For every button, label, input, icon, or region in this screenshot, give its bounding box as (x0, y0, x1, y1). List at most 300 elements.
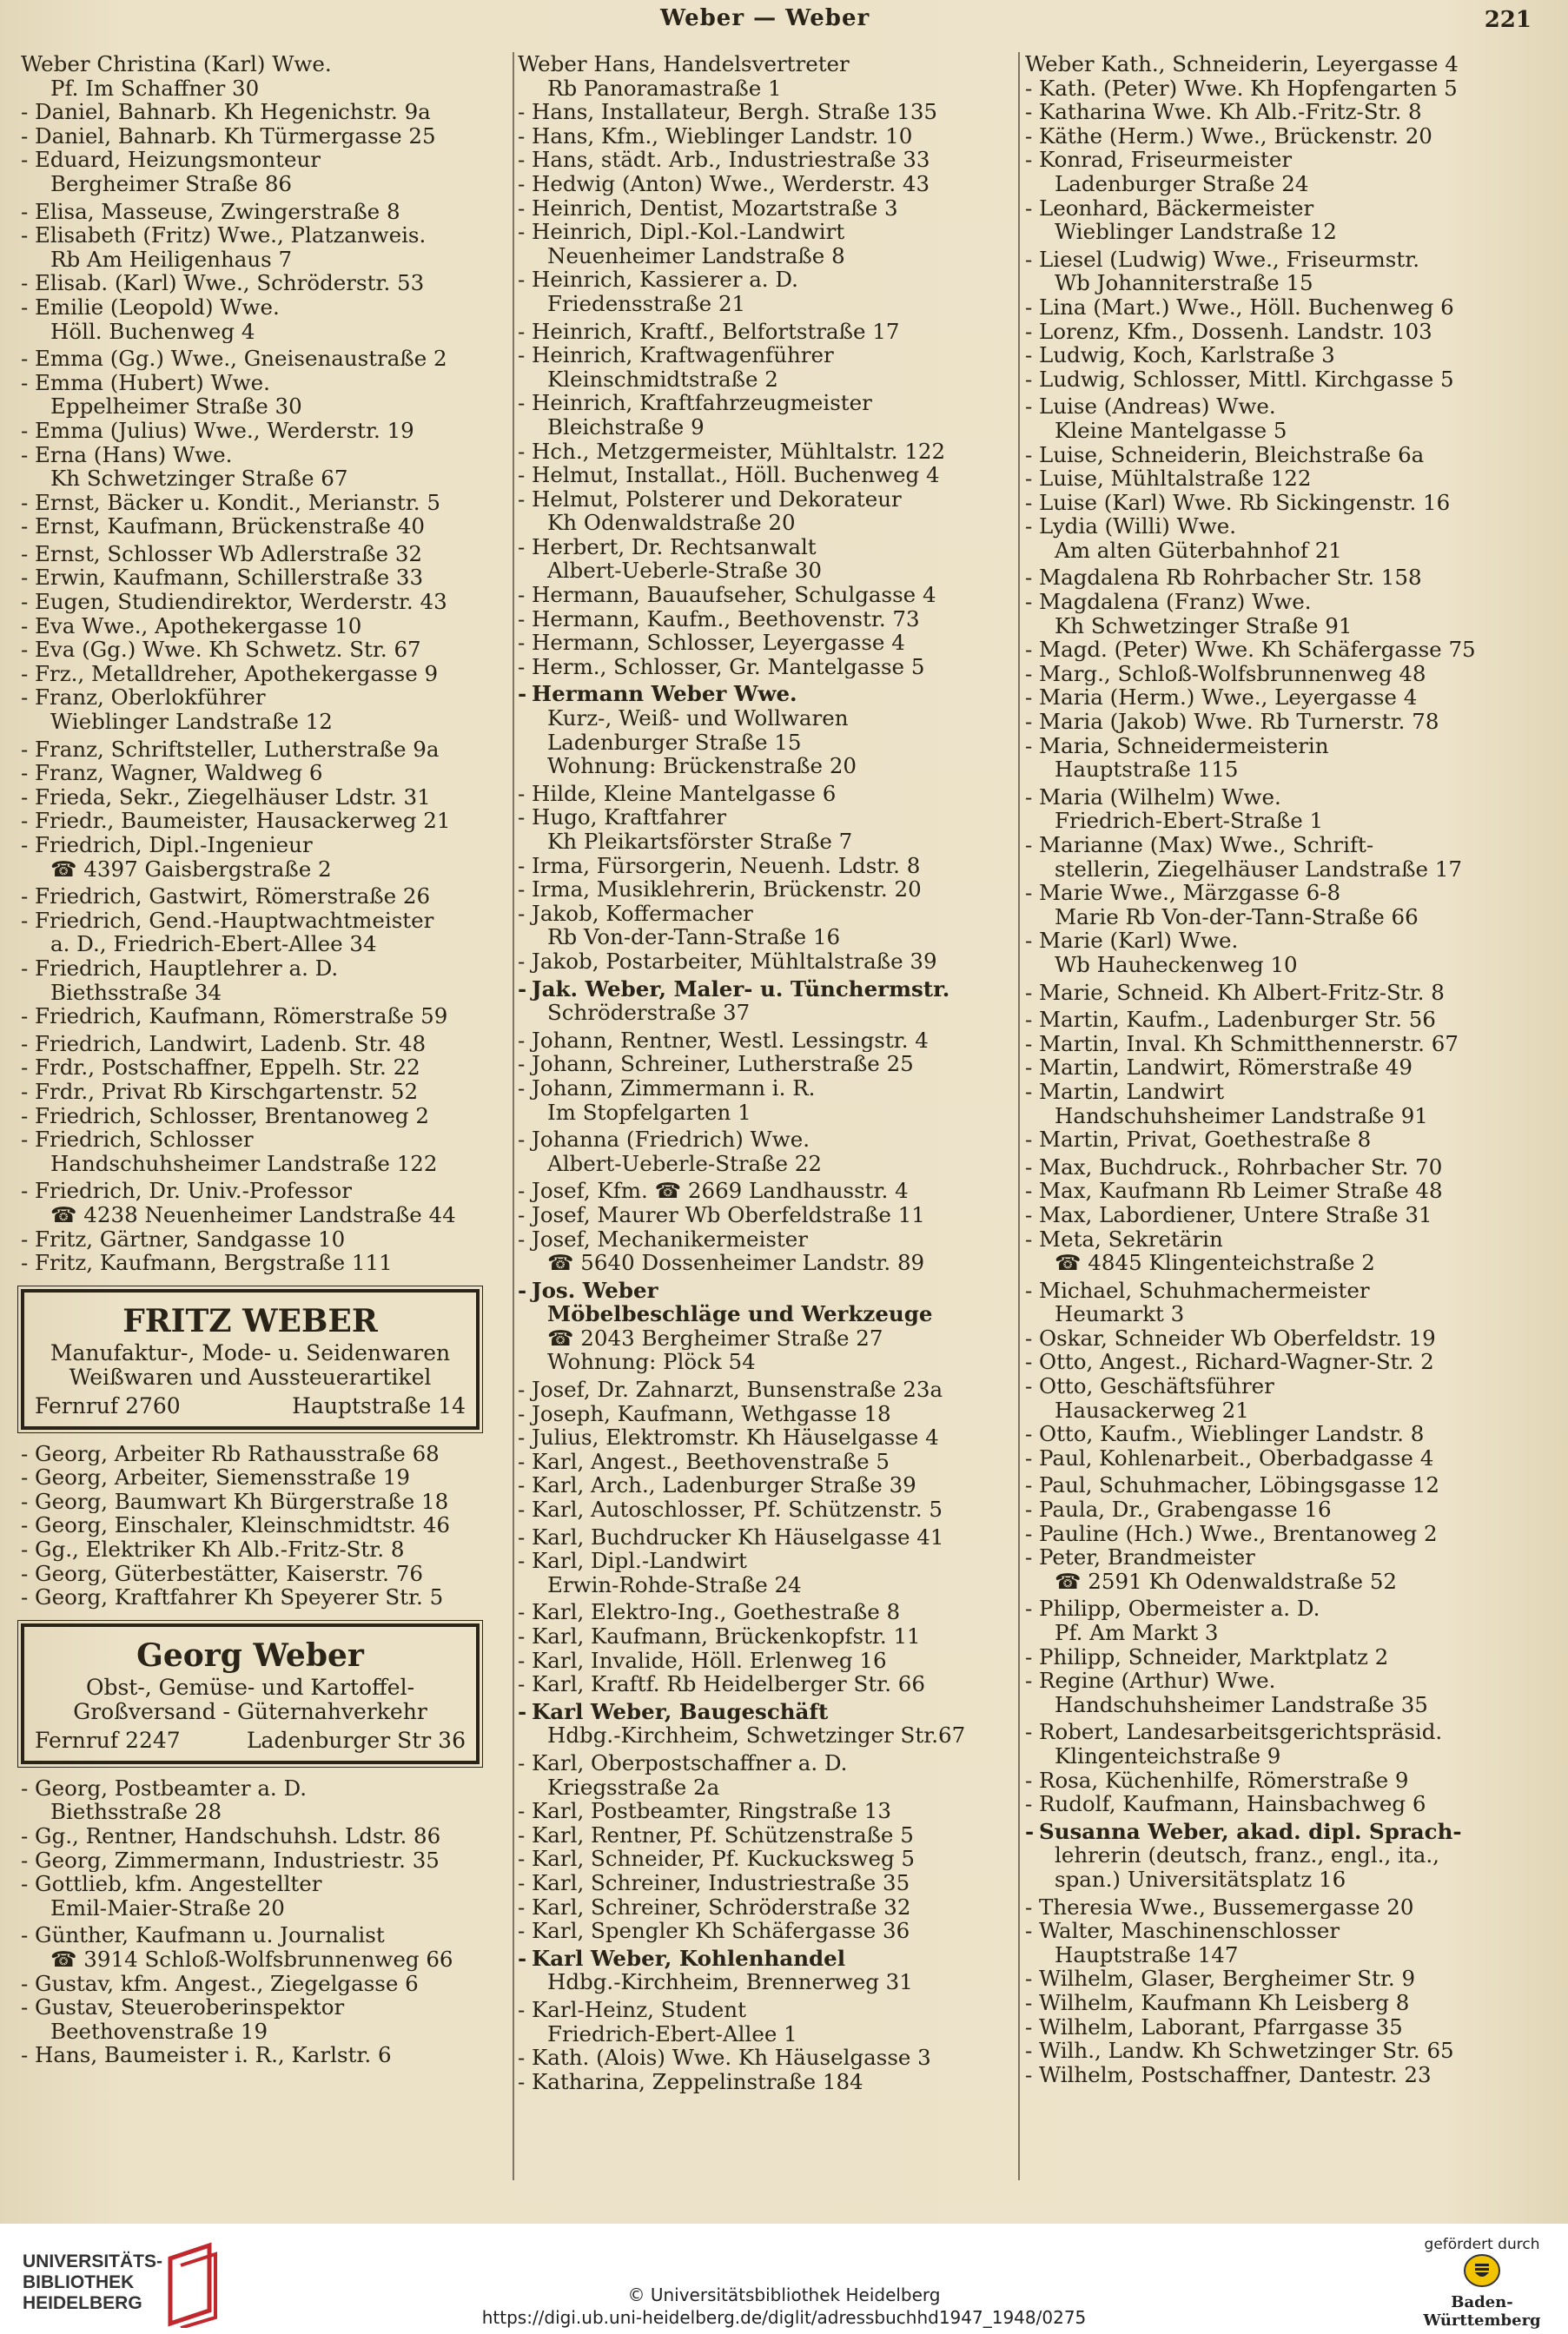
entry-text: Karl, Autoschlosser, Pf. Schützenstr. 5 (532, 1498, 943, 1522)
ditto-dash: - (1025, 1127, 1033, 1152)
entry-text: Lorenz, Kfm., Dossenh. Landstr. 103 (1039, 319, 1432, 344)
advertisement-footer (35, 1393, 466, 1419)
directory-entry (518, 1847, 1023, 1871)
directory-entry (1025, 881, 1501, 905)
ditto-dash: - (518, 682, 527, 707)
entry-text: Heinrich, Kassierer a. D. (532, 268, 798, 292)
entry-text: Hugo, Kraftfahrer (532, 805, 727, 830)
directory-entry (1025, 1350, 1501, 1374)
directory-entry-continuation (518, 731, 1023, 755)
ditto-dash: - (21, 1251, 29, 1275)
entry-text: ☎ 5640 Dossenheimer Landstr. 89 (547, 1251, 925, 1275)
entry-text: Wohnung: Plöck 54 (547, 1350, 756, 1375)
directory-entry (1025, 124, 1501, 149)
directory-entry (1025, 248, 1501, 272)
ditto-dash: - (1025, 1179, 1033, 1203)
entry-text: Georg, Zimmermann, Industriestr. 35 (35, 1848, 440, 1873)
ditto-dash: - (21, 370, 29, 395)
directory-entry (21, 833, 507, 857)
entry-text: Karl, Kraftf. Rb Heidelberger Str. 66 (532, 1672, 925, 1696)
directory-entry (21, 514, 507, 539)
entry-text: Daniel, Bahnarb. Kh Türmergasse 25 (35, 123, 436, 149)
entry-text: Handschuhsheimer Landstraße 35 (1055, 1692, 1428, 1717)
ditto-dash: - (518, 1549, 526, 1573)
ditto-dash: - (21, 223, 29, 248)
directory-entry (21, 1080, 507, 1104)
directory-entry (518, 682, 1023, 706)
entry-text: Gottlieb, kfm. Angestellter (35, 1872, 322, 1896)
directory-entry-continuation (1025, 905, 1501, 929)
directory-entry (21, 1923, 507, 1947)
directory-entry-continuation (518, 76, 1023, 101)
ditto-dash: - (21, 541, 29, 566)
entry-text: Karl-Heinz, Student (532, 1997, 746, 2022)
ditto-dash: - (518, 148, 526, 172)
directory-entry (1025, 1645, 1501, 1670)
entry-text: Karl, Angest., Beethovenstraße 5 (532, 1449, 890, 1474)
entry-text: Biethsstraße 34 (50, 980, 222, 1005)
directory-entry (21, 1490, 507, 1514)
ditto-dash: - (518, 1600, 526, 1624)
entry-text: Michael, Schuhmachermeister (1039, 1278, 1370, 1303)
directory-entry (1025, 1820, 1501, 1844)
directory-entry (1025, 734, 1501, 758)
directory-entry-continuation (1025, 1621, 1501, 1645)
directory-entry (1025, 2015, 1501, 2040)
entry-text: Paula, Dr., Grabengasse 16 (1039, 1498, 1332, 1522)
directory-entry (1025, 196, 1501, 221)
directory-entry (21, 2043, 507, 2067)
advertisement-box (21, 1289, 480, 1430)
entry-text: Georg, Arbeiter Rb Rathausstraße 68 (35, 1441, 440, 1466)
advertisement-line: Obst-, Gemüse- und Kartoffel- (85, 1674, 415, 1700)
entry-text: Kh Odenwaldstraße 20 (547, 511, 796, 535)
ditto-dash: - (21, 833, 29, 857)
entry-text: Luise, Mühltalstraße 122 (1039, 466, 1312, 491)
advertisement-phone: Fernruf 2760 (35, 1392, 181, 1418)
copyright-notice: © Universitätsbibliothek Heidelberg (627, 2284, 941, 2305)
entry-text: Georg, Postbeamter a. D. (35, 1775, 308, 1801)
entry-text: ☎ 4397 Gaisbergstraße 2 (50, 856, 332, 882)
entry-text: Neuenheimer Landstraße 8 (547, 243, 845, 268)
directory-entry (1025, 394, 1501, 419)
directory-entry (21, 1055, 507, 1080)
ditto-dash: - (1025, 980, 1033, 1005)
entry-text: Karl, Elektro-Ing., Goethestraße 8 (532, 1600, 901, 1624)
directory-entry (518, 1700, 1023, 1724)
directory-entry (21, 1032, 507, 1056)
directory-entry-continuation (518, 367, 1023, 392)
advertisement-line: Großversand - Güternahverkehr (73, 1698, 427, 1724)
ditto-dash: - (518, 901, 526, 926)
directory-entry-continuation (1025, 1843, 1501, 1868)
entry-text: Ernst, Schlosser Wb Adlerstraße 32 (35, 541, 423, 566)
entry-text: Karl, Arch., Ladenburger Straße 39 (532, 1473, 916, 1498)
entry-text: Herbert, Dr. Rechtsanwalt (532, 534, 817, 559)
entry-text: Marie Rb Von-der-Tann-Straße 66 (1055, 904, 1419, 929)
directory-entry (518, 391, 1023, 415)
ditto-dash: - (1025, 1374, 1033, 1398)
directory-entry (518, 535, 1023, 559)
entry-text: Rudolf, Kaufmann, Hainsbachweg 6 (1039, 1792, 1426, 1816)
ditto-dash: - (21, 737, 29, 762)
ditto-dash: - (518, 2069, 526, 2094)
directory-entry (21, 662, 507, 686)
ditto-dash: - (21, 1561, 29, 1586)
advertisement-line: Weißwaren und Aussteuerartikel (69, 1364, 432, 1390)
directory-entry (518, 1672, 1023, 1696)
directory-entry (21, 1127, 507, 1152)
ditto-dash: - (21, 784, 29, 810)
entry-text: Marie Wwe., Märzgasse 6-8 (1039, 881, 1341, 905)
directory-entry (1025, 1895, 1501, 1920)
entry-text: Elisabeth (Fritz) Wwe., Platzanweis. (35, 223, 427, 248)
entry-text: Georg, Kraftfahrer Kh Speyerer Str. 5 (35, 1585, 444, 1610)
directory-entry-continuation (1025, 1570, 1501, 1594)
directory-entry (518, 1378, 1023, 1402)
entry-text: Meta, Sekretärin (1039, 1227, 1223, 1252)
ditto-dash: - (1025, 1350, 1033, 1375)
entry-text: Höll. Buchenweg 4 (50, 319, 255, 344)
directory-entry (1025, 367, 1501, 392)
entry-text: Kriegsstraße 2a (547, 1775, 720, 1800)
entry-text: Klingenteichstraße 9 (1055, 1743, 1281, 1769)
entry-text: Marg., Schloß-Wolfsbrunnenweg 48 (1039, 661, 1426, 686)
directory-entry-continuation (518, 415, 1023, 440)
ditto-dash: - (21, 1872, 29, 1896)
entry-text: Hdbg.-Kirchheim, Schwetzinger Str.67 (547, 1723, 966, 1748)
entry-text: Heinrich, Dentist, Mozartstraße 3 (532, 195, 898, 221)
directory-entry (1025, 320, 1501, 344)
directory-entry (518, 782, 1023, 806)
ditto-dash: - (21, 1489, 29, 1514)
entry-text: Irma, Musiklehrerin, Brückenstr. 20 (532, 877, 922, 902)
ditto-dash: - (1025, 195, 1033, 221)
entry-text: Kath. (Peter) Wwe. Kh Hopfengarten 5 (1039, 76, 1458, 101)
entry-text: Eppelheimer Straße 30 (50, 394, 302, 419)
entry-text: Hilde, Kleine Mantelgasse 6 (532, 781, 837, 806)
ditto-dash: - (1025, 294, 1033, 320)
directory-entry (518, 172, 1023, 196)
ditto-dash: - (1025, 1055, 1033, 1080)
ditto-dash: - (518, 1699, 527, 1724)
directory-entry (1025, 1279, 1501, 1303)
ditto-dash: - (1025, 661, 1033, 686)
entry-text: Martin, Kaufm., Ladenburger Str. 56 (1039, 1008, 1436, 1032)
entry-text: Johann, Schreiner, Lutherstraße 25 (532, 1052, 914, 1076)
entry-text: Maria (Jakob) Wwe. Rb Turnerstr. 78 (1039, 710, 1439, 734)
ditto-dash: - (21, 1055, 29, 1080)
ditto-dash: - (518, 1425, 526, 1450)
entry-text: Karl, Rentner, Pf. Schützenstraße 5 (532, 1822, 914, 1848)
entry-text: Robert, Landesarbeitsgerichtspräsid. (1039, 1720, 1443, 1744)
entry-text: Jakob, Postarbeiter, Mühltalstraße 39 (532, 949, 937, 974)
ditto-dash: - (1025, 881, 1033, 905)
directory-entry (1025, 1032, 1501, 1056)
directory-entry-continuation (518, 292, 1023, 316)
directory-entry (518, 1279, 1023, 1303)
ditto-dash: - (21, 418, 29, 443)
entry-text: Heinrich, Kraftf., Belfortstraße 17 (532, 319, 900, 344)
ditto-dash: - (1025, 1154, 1033, 1180)
ditto-dash: - (518, 2046, 526, 2070)
ditto-dash: - (1025, 2039, 1033, 2063)
directory-entry (1025, 76, 1501, 101)
funder-name: Baden-Württemberg (1423, 2293, 1541, 2330)
directory-entry (1025, 1919, 1501, 1943)
directory-entry (21, 1251, 507, 1275)
directory-entry-continuation (21, 1800, 507, 1824)
ditto-dash: - (1025, 1422, 1033, 1446)
entry-text: Franz, Wagner, Waldweg 6 (35, 761, 323, 785)
directory-entry-continuation (1025, 1398, 1501, 1423)
ditto-dash: - (1025, 466, 1033, 491)
directory-entry (1025, 1545, 1501, 1570)
entry-text: Friedrich, Dr. Univ.-Professor (35, 1179, 352, 1203)
entry-text: Eugen, Studiendirektor, Werderstr. 43 (35, 590, 447, 614)
ditto-dash: - (518, 123, 526, 149)
ditto-dash: - (518, 1075, 526, 1101)
directory-entry (518, 1473, 1023, 1498)
ditto-dash: - (518, 1202, 526, 1227)
directory-entry (518, 343, 1023, 367)
ditto-dash: - (1025, 343, 1033, 367)
entry-text: Franz, Oberlokführer (35, 685, 266, 711)
directory-entry (1025, 1422, 1501, 1446)
entry-text: Friedrich, Landwirt, Ladenb. Str. 48 (35, 1031, 427, 1056)
entry-text: Emma (Hubert) Wwe. (35, 370, 270, 395)
ditto-dash: - (21, 1971, 29, 1996)
entry-text: Wieblinger Landstraße 12 (1055, 220, 1337, 244)
entry-text: Max, Labordiener, Untere Straße 31 (1039, 1202, 1432, 1227)
ditto-dash: - (1025, 1545, 1033, 1570)
directory-entry (1025, 466, 1501, 491)
ditto-dash: - (518, 1672, 526, 1696)
ditto-dash: - (21, 613, 29, 638)
entry-text: Möbelbeschläge und Werkzeuge (547, 1302, 933, 1326)
ditto-dash: - (1025, 1669, 1033, 1693)
directory-entry (1025, 2063, 1501, 2087)
ditto-dash: - (1025, 490, 1033, 515)
directory-entry (1025, 52, 1501, 76)
entry-text: Hauptstraße 115 (1055, 757, 1239, 782)
entry-text: Magdalena (Franz) Wwe. (1039, 590, 1312, 614)
ditto-dash: - (21, 199, 29, 224)
source-url-link[interactable]: https://digi.ub.uni-heidelberg.de/diglit/adressbuchhd1947_1948/0275 (481, 2307, 1087, 2328)
entry-text: Emilie (Leopold) Wwe. (35, 294, 280, 320)
entry-text: Ernst, Bäcker u. Kondit., Merianstr. 5 (35, 490, 440, 515)
ditto-dash: - (518, 1919, 526, 1943)
directory-entry-continuation (21, 1947, 507, 1972)
ditto-dash: - (518, 1278, 527, 1303)
ditto-dash: - (518, 195, 526, 221)
ditto-dash: - (1025, 1227, 1033, 1252)
ditto-dash: - (518, 1894, 526, 1920)
ditto-dash: - (518, 654, 526, 679)
directory-entry (518, 52, 1023, 76)
directory-entry (21, 1972, 507, 1996)
ditto-dash: - (21, 1004, 29, 1028)
ditto-dash: - (21, 1585, 29, 1610)
directory-entry-continuation (518, 1251, 1023, 1275)
ditto-dash: - (21, 1465, 29, 1490)
ditto-dash: - (518, 781, 526, 806)
entry-text: Josef, Maurer Wb Oberfeldstraße 11 (532, 1202, 925, 1227)
directory-entry (21, 100, 507, 124)
entry-text: Gustav, kfm. Angest., Ziegelgasse 6 (35, 1971, 419, 1996)
directory-entry (21, 1872, 507, 1896)
ditto-dash: - (1025, 1792, 1033, 1816)
entry-text: Hermann, Schlosser, Leyergasse 4 (532, 631, 905, 655)
directory-entry (21, 685, 507, 710)
ditto-dash: - (21, 1227, 29, 1252)
funder-block (1417, 2236, 1547, 2330)
ditto-dash: - (518, 949, 526, 974)
ditto-dash: - (518, 1473, 526, 1498)
directory-entry (21, 1227, 507, 1252)
directory-entry (1025, 1522, 1501, 1546)
entry-text: ☎ 2043 Bergheimer Straße 27 (547, 1326, 883, 1351)
directory-entry (1025, 1127, 1501, 1152)
ditto-dash: - (1025, 929, 1033, 953)
entry-text: Karl, Invalide, Höll. Erlenweg 16 (532, 1648, 887, 1673)
directory-entry-continuation (518, 1101, 1023, 1125)
entry-text: Ladenburger Straße 24 (1055, 171, 1309, 196)
ditto-dash: - (1025, 1894, 1033, 1920)
entry-text: Emma (Gg.) Wwe., Gneisenaustraße 2 (35, 347, 447, 371)
ditto-dash: - (21, 294, 29, 320)
entry-text: Magdalena Rb Rohrbacher Str. 158 (1039, 565, 1422, 591)
ditto-dash: - (1025, 1990, 1033, 2015)
entry-text: Karl, Oberpostschaffner a. D. (532, 1750, 848, 1775)
entry-text: Hedwig (Anton) Wwe., Werderstr. 43 (532, 171, 930, 196)
directory-entry-continuation (518, 1001, 1023, 1025)
entry-text: Erwin, Kaufmann, Schillerstraße 33 (35, 565, 424, 591)
funder-label: gefördert durch (1424, 2236, 1540, 2253)
directory-entry-continuation (1025, 614, 1501, 638)
entry-text: Friedrich, Schlosser (35, 1127, 254, 1152)
ditto-dash: - (21, 590, 29, 614)
ditto-dash: - (1025, 1008, 1033, 1032)
ditto-dash: - (518, 100, 526, 124)
ditto-dash: - (21, 884, 29, 909)
entry-text: Martin, Privat, Goethestraße 8 (1039, 1127, 1372, 1152)
directory-entry (21, 1513, 507, 1537)
ditto-dash: - (1025, 1967, 1033, 1991)
entry-text: ☎ 4845 Klingenteichstraße 2 (1055, 1251, 1375, 1275)
directory-entry (1025, 1967, 1501, 1991)
directory-entry (518, 631, 1023, 655)
directory-entry (21, 761, 507, 785)
directory-entry-continuation (21, 981, 507, 1005)
column-divider (513, 52, 514, 2180)
entry-text: ☎ 3914 Schloß-Wolfsbrunnenweg 66 (50, 1947, 453, 1972)
entry-text: Josef, Dr. Zahnarzt, Bunsenstraße 23a (532, 1378, 943, 1402)
entry-text: Maria, Schneidermeisterin (1039, 733, 1329, 758)
directory-entry (21, 491, 507, 515)
ditto-dash: - (1025, 76, 1033, 101)
ditto-dash: - (518, 583, 526, 607)
entry-text: Bergheimer Straße 86 (50, 171, 293, 196)
ditto-dash: - (21, 123, 29, 149)
ditto-dash: - (518, 1870, 526, 1895)
ditto-dash: - (518, 1997, 526, 2022)
entry-text: Frdr., Privat Rb Kirschgartenstr. 52 (35, 1079, 419, 1104)
directory-entry-continuation (518, 559, 1023, 583)
ditto-dash: - (21, 100, 29, 124)
ditto-dash: - (1025, 123, 1033, 149)
directory-entry-continuation (518, 1970, 1023, 1994)
directory-entry (1025, 1446, 1501, 1471)
entry-text: Lina (Mart.) Wwe., Höll. Buchenweg 6 (1039, 294, 1454, 320)
directory-entry (1025, 343, 1501, 367)
directory-entry (21, 200, 507, 224)
directory-entry (1025, 1227, 1501, 1252)
entry-text: Kh Schwetzinger Straße 91 (1055, 613, 1353, 638)
ditto-dash: - (518, 805, 526, 830)
entry-text: Weber Kath., Schneiderin, Leyergasse 4 (1025, 52, 1459, 76)
entry-text: Hdbg.-Kirchheim, Brennerweg 31 (547, 1970, 913, 1994)
entry-text: Eva (Gg.) Wwe. Kh Schwetz. Str. 67 (35, 638, 421, 662)
directory-entry (518, 320, 1023, 344)
directory-entry (518, 1498, 1023, 1522)
ditto-dash: - (21, 685, 29, 711)
directory-entry (21, 124, 507, 149)
directory-entry (21, 347, 507, 371)
ditto-dash: - (21, 1824, 29, 1848)
ditto-dash: - (518, 171, 526, 196)
entry-text: Lydia (Willi) Wwe. (1039, 514, 1237, 539)
directory-entry (518, 1450, 1023, 1474)
ditto-dash: - (518, 1648, 526, 1673)
directory-entry-continuation (518, 1350, 1023, 1374)
directory-entry (518, 2046, 1023, 2070)
directory-entry (518, 854, 1023, 878)
directory-entry-continuation (518, 925, 1023, 949)
ditto-dash: - (518, 1946, 527, 1971)
directory-entry (21, 542, 507, 566)
ditto-dash: - (1025, 514, 1033, 539)
entry-text: Georg, Einschaler, Kleinschmidtstr. 46 (35, 1513, 451, 1538)
directory-entry-continuation (1025, 1943, 1501, 1967)
directory-entry (21, 614, 507, 638)
directory-entry (518, 1751, 1023, 1775)
directory-entry (518, 877, 1023, 902)
entry-text: Konrad, Friseurmeister (1039, 148, 1293, 172)
entry-text: Friedrich, Gend.-Hauptwachtmeister (35, 908, 434, 933)
directory-entry (1025, 785, 1501, 810)
entry-text: Irma, Fürsorgerin, Neuenh. Ldstr. 8 (532, 853, 921, 878)
ditto-dash: - (21, 514, 29, 539)
ditto-dash: - (21, 1923, 29, 1947)
ditto-dash: - (21, 1103, 29, 1128)
ditto-dash: - (1025, 100, 1033, 124)
ditto-dash: - (518, 1498, 526, 1522)
entry-text: Albert-Ueberle-Straße 30 (547, 559, 822, 584)
ditto-dash: - (21, 271, 29, 295)
ditto-dash: - (1025, 784, 1033, 810)
ditto-dash: - (518, 853, 526, 878)
entry-text: Friedrich, Schlosser, Brentanoweg 2 (35, 1103, 429, 1128)
directory-entry-continuation (1025, 539, 1501, 563)
directory-entry (1025, 491, 1501, 515)
entry-text: Gg., Elektriker Kh Alb.-Fritz-Str. 8 (35, 1537, 405, 1562)
directory-entry (21, 295, 507, 320)
entry-text: Katharina, Zeppelinstraße 184 (532, 2069, 863, 2094)
ditto-dash: - (1025, 1326, 1033, 1351)
directory-entry (1025, 1374, 1501, 1398)
directory-entry-continuation (518, 511, 1023, 535)
